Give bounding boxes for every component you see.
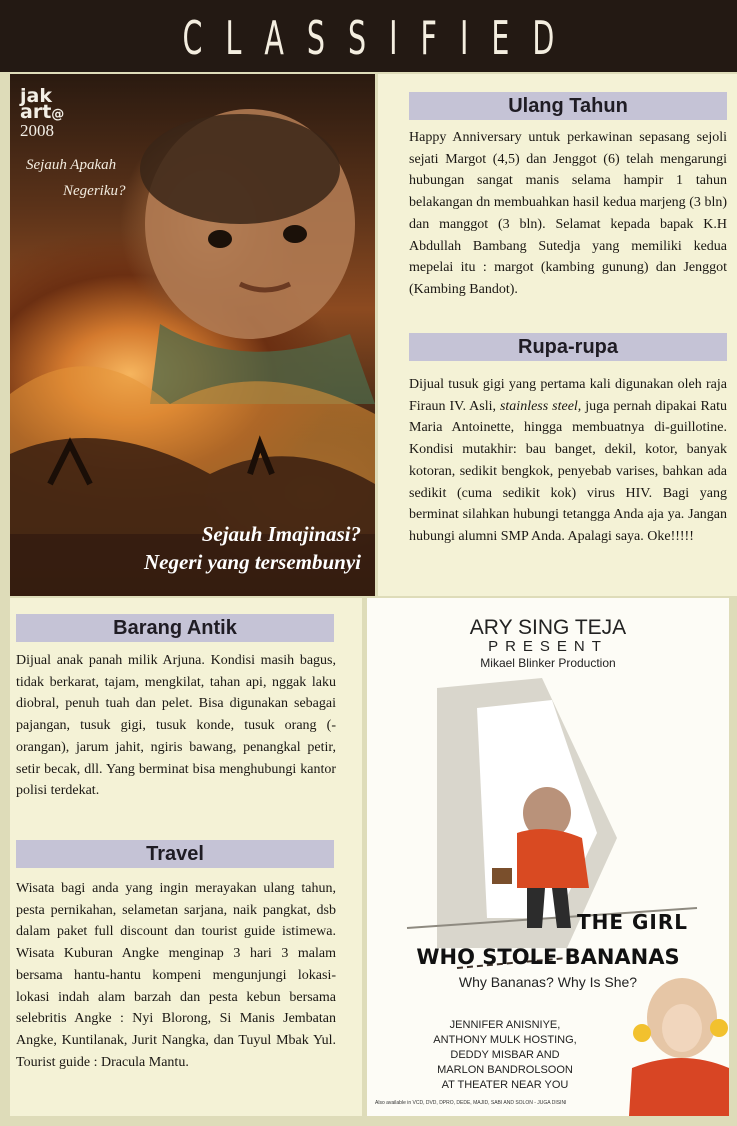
apple <box>710 1019 728 1037</box>
poster-title-line2: WHO STOLE BANANAS <box>416 945 680 969</box>
credit-line: JENNIFER ANISNIYE, <box>449 1019 561 1031</box>
child-eye <box>283 225 307 243</box>
rupa-rupa-text <box>409 374 727 548</box>
credit-line: ANTHONY MULK HOSTING, <box>433 1034 577 1046</box>
page-header <box>0 0 737 72</box>
movie-poster <box>367 598 729 1116</box>
travel-text: Wisata bagi anda yang ingin merayakan ulang tahun, pesta pernikahan, selametan sarjana, naik pangkat, dsb dalam paket full discount dan tourist guide istimewa. Wisata Kuburan Angke menginap 3 hari 3 malam bersama hantu-hantu kompeni mengunjungi lokasi-lokasi indah alam barzah dan pesta kebun bersama selebritis Angke : Nyi Blorong, Si Manis Jembatan Angke, Kuntilanak, Jurit Nangka, dan Tuyul Mbak Yul. Tourist guide : Dracula Mantu. <box>16 881 336 1070</box>
credit-line: DEDDY MISBAR AND <box>450 1049 560 1061</box>
title-letter: E <box>491 11 510 65</box>
ulang-tahun-heading: Ulang Tahun <box>409 92 727 120</box>
rupa-text-part: Dijual tusuk gigi yang pertama kali digunakan oleh raja Firaun IV. Asli, <box>409 377 727 414</box>
logo-at: @ <box>51 107 65 122</box>
poster-present: PRESENT <box>488 638 608 655</box>
title-letter: A <box>264 11 284 65</box>
barang-antik-heading: Barang Antik <box>16 614 334 642</box>
tagline-line: Sejauh Apakah <box>26 157 117 173</box>
poster-credits <box>405 1018 605 1093</box>
logo-text: art <box>20 101 52 123</box>
apple <box>633 1024 651 1042</box>
poster-subtitle: Why Bananas? Why Is She? <box>458 974 638 990</box>
credit-line: MARLON BANDROLSOON <box>437 1064 573 1076</box>
title-letter: S <box>347 11 367 65</box>
jakart-logo <box>20 85 65 140</box>
caption-line: Sejauh Imajinasi? <box>201 522 361 546</box>
title-letter: C <box>182 11 203 65</box>
title-letter: L <box>225 11 242 65</box>
poster-tagline <box>26 152 125 204</box>
jakart-poster <box>10 74 375 596</box>
title-letter: F <box>420 11 437 65</box>
title-letter: D <box>532 11 555 65</box>
logo-text: jak <box>20 85 52 107</box>
poster-title-line1: THE GIRL <box>577 910 689 934</box>
orange-jacket <box>517 829 589 888</box>
smiling-girl-face <box>662 1004 702 1052</box>
rupa-text-italic: stainless steel, <box>499 398 582 414</box>
barang-antik-text: Dijual anak panah milik Arjuna. Kondisi masih bagus, tidak berkarat, tajam, mengkilat, tahan api, nggak laku diobral, penuh tuah dan pelet. Bisa digunakan sebagai pajangan, tusuk gigi, tusuk konde, tusuk orang (-orangan), jarum jahit, ngiris bawang, penangkal petir, setir becak, dll. Yang berminat bisa menghubungi kantor polisi terdekat. <box>16 653 336 799</box>
title-letter: I <box>459 11 469 65</box>
poster-caption <box>144 520 361 576</box>
rupa-rupa-heading: Rupa-rupa <box>409 333 727 361</box>
rupa-text-part: juga pernah dipakai Ratu Maria Antoinette, hingga membuatnya di-guillotine. Kondisi mutakhir: bau banget, dekil, kotor, banyak kotoran, sedikit bengkok, penyebab varises, bahkan ada sedikit (cuma sedikit kok) virus HIV. Bagi yang berminat silahkan hubungi tetangga Anda aja ya. Jangan hubungi alumni SMP Anda. Apalagi saya. Oke!!!!! <box>409 398 727 544</box>
ulang-tahun-text: Happy Anniversary untuk perkawinan sepasang sejoli sejati Margot (4,5) dan Jenggot (6) telah mengarungi hubungan sangat manis selama hampir 1 tahun belakangan dn membuahkan hasil kedua marjeng (3 bln) dan manggot (3 bln). Selamat kepada bapak K.H Abdullah Bambang Sutedja yang memiliki kedua mepelai itu : margot (kambing gunung) dan Jenggot (Kambing Bandot). <box>409 130 727 297</box>
title-letter: I <box>389 11 398 65</box>
title-letter: S <box>306 11 325 65</box>
child-eye <box>208 230 232 248</box>
caption-line: Negeri yang tersembunyi <box>144 550 361 574</box>
page-title <box>140 8 597 68</box>
poster-studio: ARY SING TEJA <box>469 616 627 639</box>
tagline-line: Negeriku? <box>63 183 126 199</box>
smiling-girl-jacket <box>629 1058 729 1116</box>
credit-line: AT THEATER NEAR YOU <box>441 1079 569 1091</box>
logo-year: 2008 <box>20 121 54 140</box>
child-hair <box>140 114 340 224</box>
travel-heading: Travel <box>16 840 334 868</box>
banister <box>492 868 512 884</box>
poster-production: Mikael Blinker Production <box>480 656 616 670</box>
poster-footer: Also available in VCD, DVD, DPRO, DEDE, MAJID, SABI AND SOLON - JUGA DISINI <box>375 1100 567 1106</box>
